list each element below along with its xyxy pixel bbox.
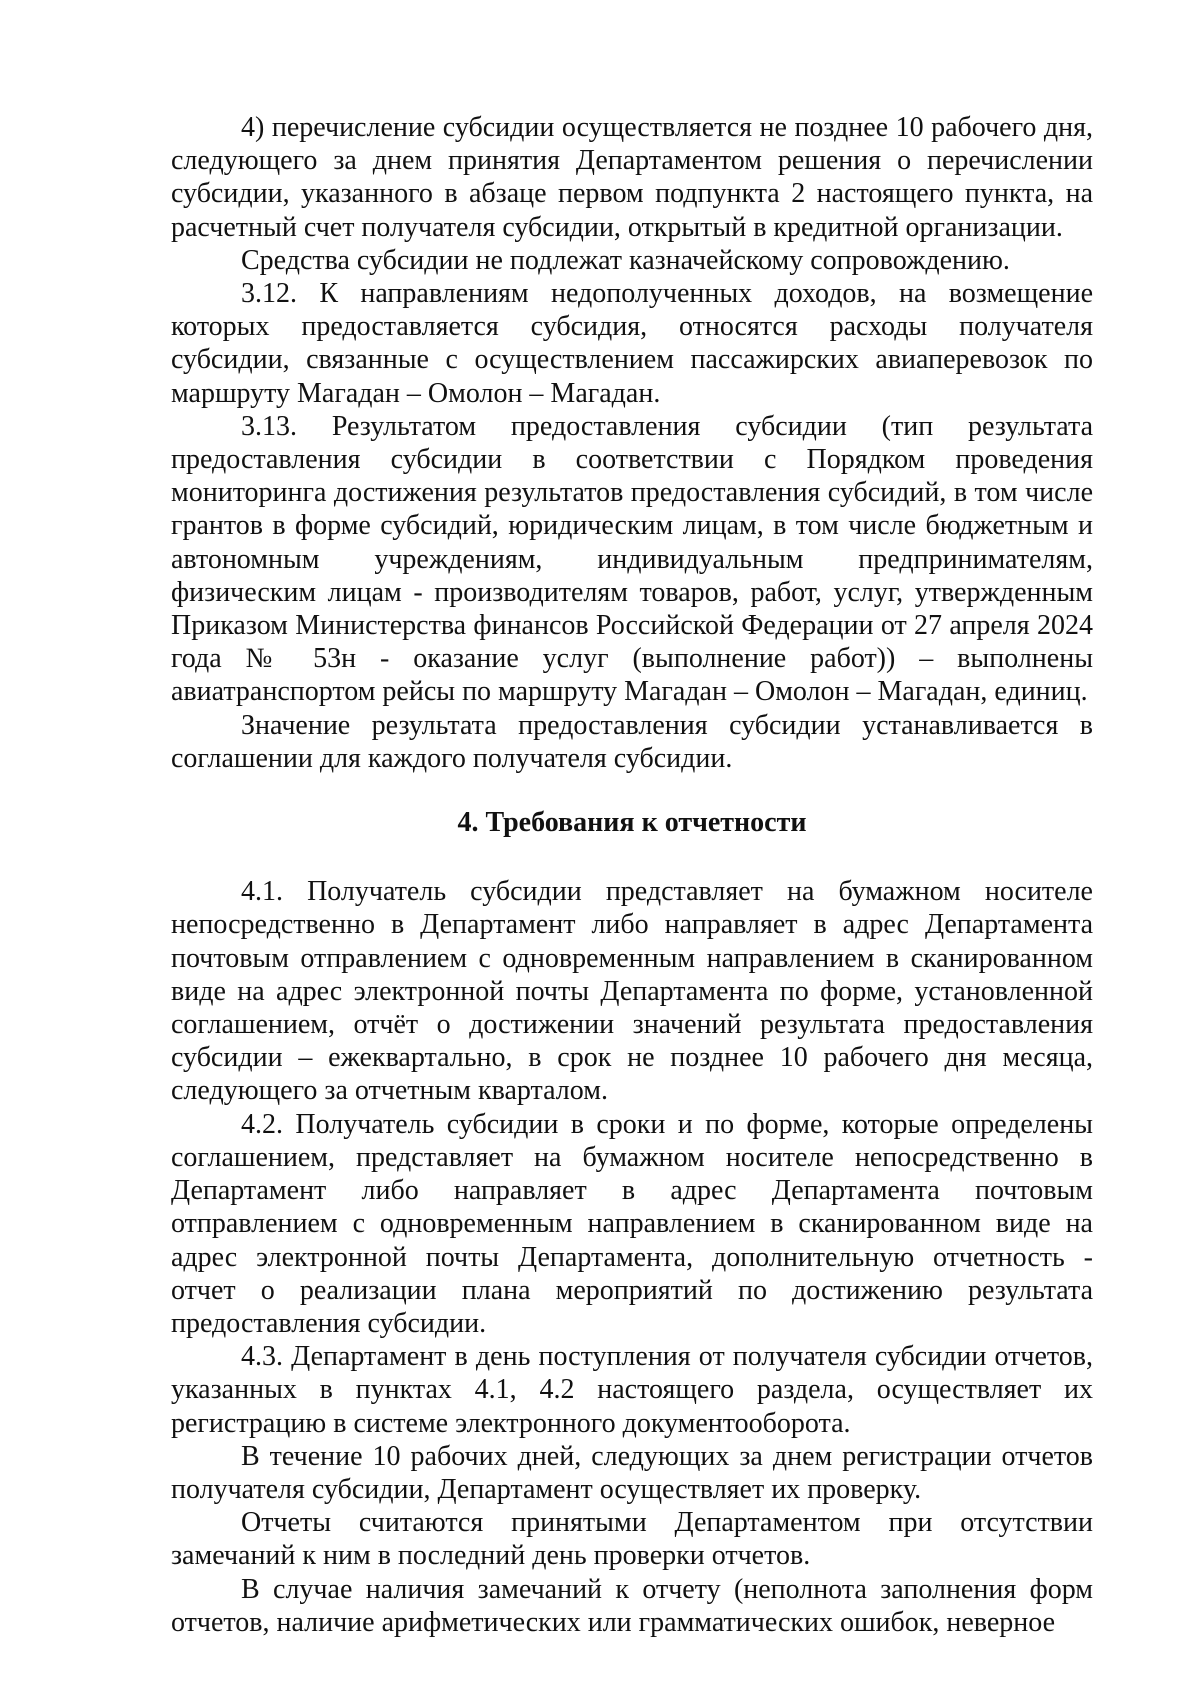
- paragraph-3-13: 3.13. Результатом предоставления субсидии (тип результата предоставления субсидии в соответствии с Порядком проведения мониторинга достижения результатов предоставления субсидий, в том числе грантов в форме субсидий, юридическим лицам, в том числе бюджетным и автономным учреждениям, индивидуальным предпринимателям, физическим лицам - производителям товаров, работ, услуг, утвержденным Приказом Министерства финансов Российской Федерации от 27 апреля 2024 года № 53н - оказание услуг (выполнение работ)) – выполнены авиатранспортом рейсы по маршруту Магадан – Омолон – Магадан, единиц.: [171, 410, 1093, 708]
- paragraph-review-period: В течение 10 рабочих дней, следующих за днем регистрации отчетов получателя субсидии, Департамент осуществляет их проверку.: [171, 1440, 1093, 1505]
- paragraph-result-value: Значение результата предоставления субсидии устанавливается в соглашении для каждого получателя субсидии.: [171, 709, 1093, 774]
- paragraph-4-2: 4.2. Получатель субсидии в сроки и по форме, которые определены соглашением, представляет на бумажном носителе непосредственно в Департамент либо направляет в адрес Департамента почтовым отправлением с одновременным направлением в сканированном виде на адрес электронной почты Департамента, дополнительную отчетность - отчет о реализации плана мероприятий по достижению результата предоставления субсидии.: [171, 1108, 1093, 1339]
- section-4-heading: 4. Требования к отчетности: [457, 807, 807, 839]
- paragraph-remarks: В случае наличия замечаний к отчету (неполнота заполнения форм отчетов, наличие арифметических или грамматических ошибок, неверное: [171, 1573, 1093, 1638]
- paragraph-reports-accepted: Отчеты считаются принятыми Департаментом при отсутствии замечаний к ним в последний день проверки отчетов.: [171, 1507, 1093, 1572]
- paragraph-no-treasury-support: Средства субсидии не подлежат казначейскому сопровождению.: [241, 244, 1010, 276]
- paragraph-transfer-terms: 4) перечисление субсидии осуществляется не позднее 10 рабочего дня, следующего за днем принятия Департаментом решения о перечислении субсидии, указанного в абзаце первом подпункта 2 настоящего пункта, на расчетный счет получателя субсидии, открытый в кредитной организации.: [171, 112, 1093, 243]
- paragraph-3-12: 3.12. К направлениям недополученных доходов, на возмещение которых предоставляется субсидия, относятся расходы получателя субсидии, связанные с осуществлением пассажирских авиаперевозок по маршруту Магадан – Омолон – Магадан.: [171, 278, 1093, 409]
- document-page: [171, 111, 1093, 1639]
- paragraph-4-1: 4.1. Получатель субсидии представляет на бумажном носителе непосредственно в Департамент либо направляет в адрес Департамента почтовым отправлением с одновременным направлением в сканированном виде на адрес электронной почты Департамента по форме, установленной соглашением, отчёт о достижении значений результата предоставления субсидии – ежеквартально, в срок не позднее 10 рабочего дня месяца, следующего за отчетным кварталом.: [171, 876, 1093, 1107]
- paragraph-4-3: 4.3. Департамент в день поступления от получателя субсидии отчетов, указанных в пунктах 4.1, 4.2 настоящего раздела, осуществляет их регистрацию в системе электронного документооборота.: [171, 1341, 1093, 1439]
- spacer: [171, 839, 1093, 875]
- spacer: [171, 775, 1093, 806]
